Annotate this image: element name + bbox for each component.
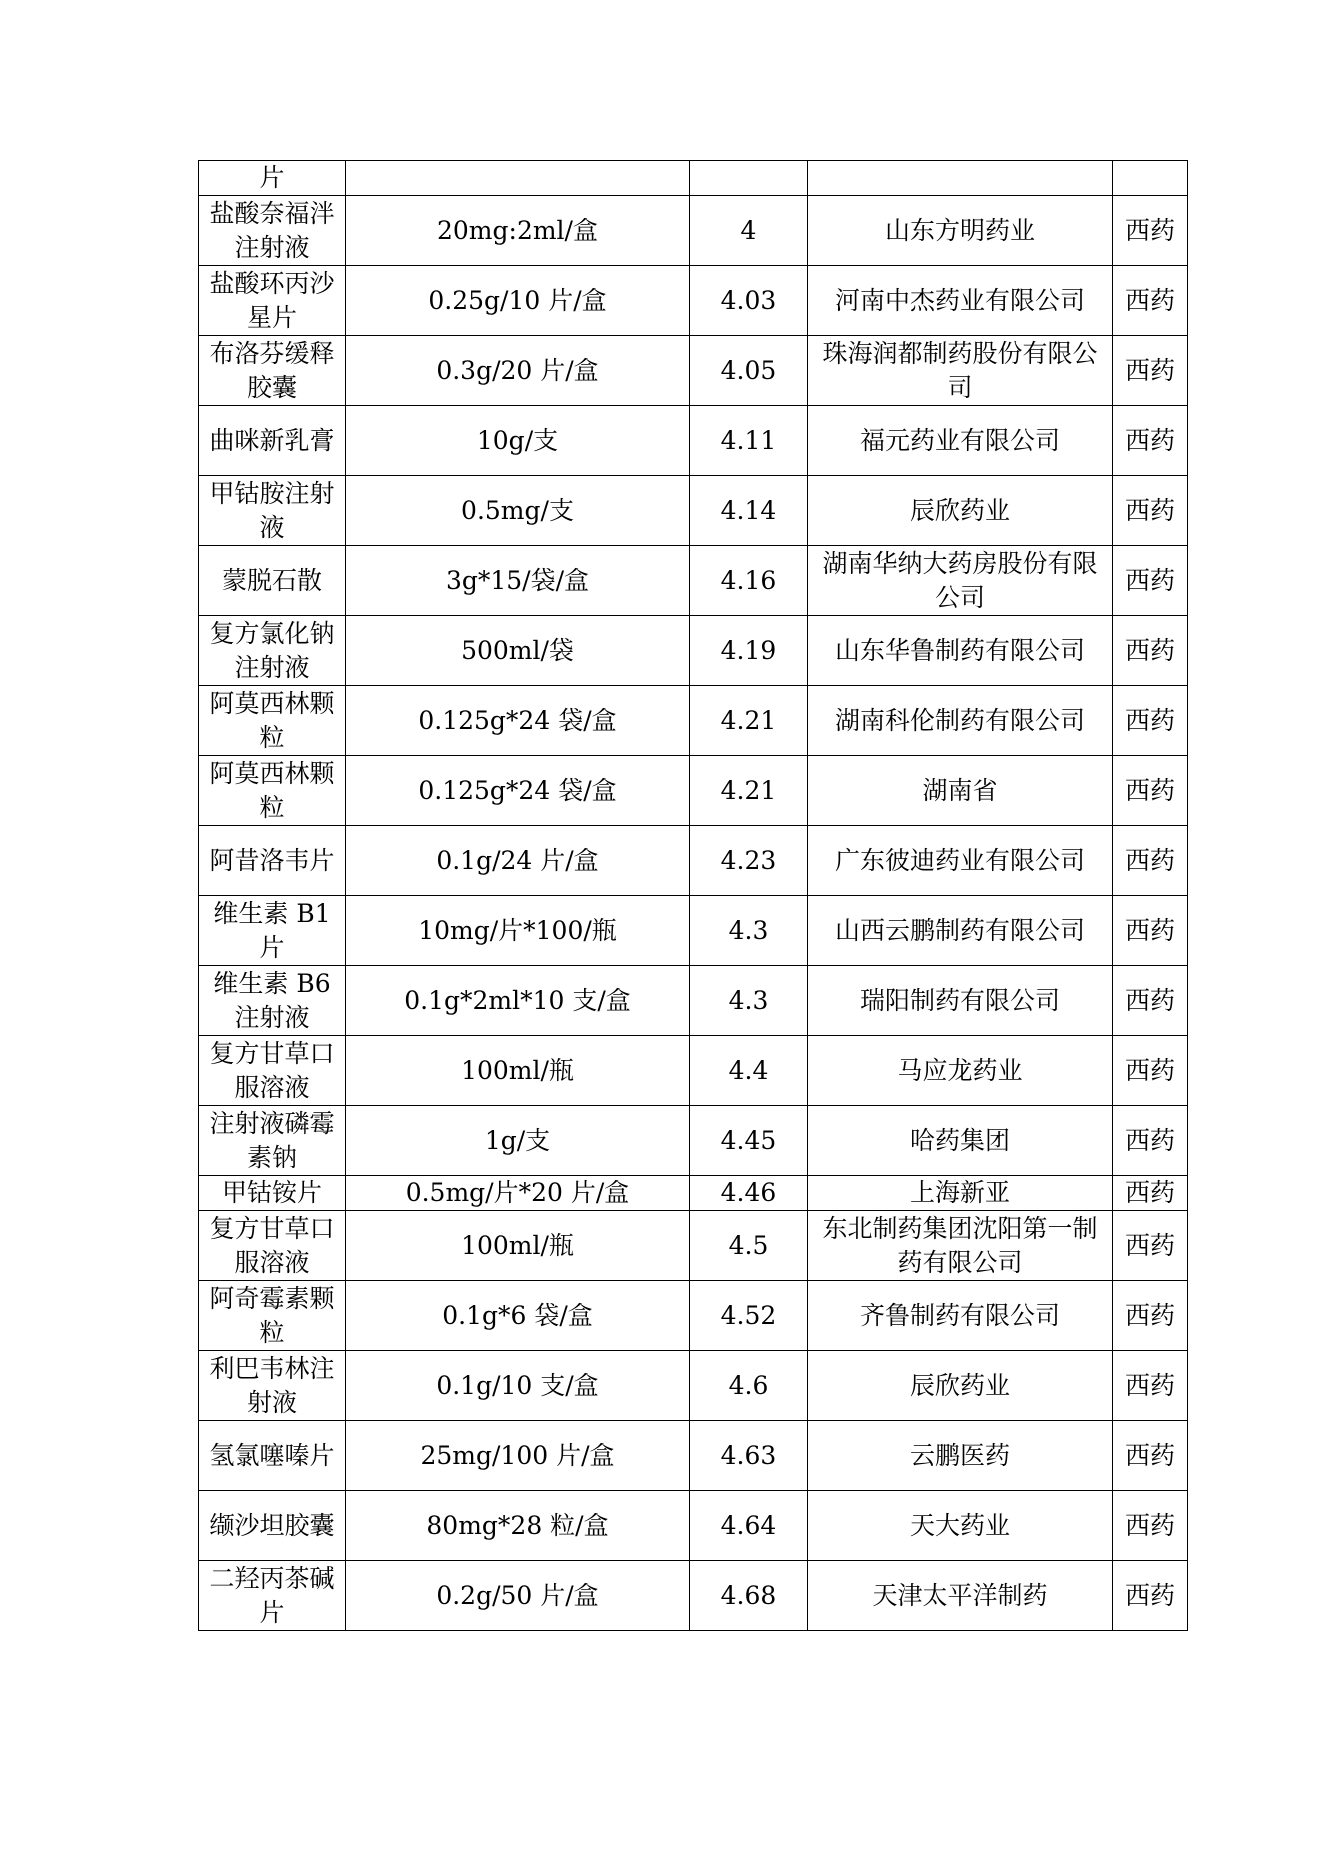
drug-name-cell: 曲咪新乳膏 (199, 406, 346, 476)
category-cell: 西药 (1113, 266, 1188, 336)
manufacturer-cell: 河南中杰药业有限公司 (808, 266, 1113, 336)
spec-cell (346, 161, 690, 196)
category-cell (1113, 161, 1188, 196)
table-row (199, 756, 1188, 826)
price-cell: 4.52 (690, 1281, 808, 1351)
table-row (199, 1421, 1188, 1491)
price-cell: 4.16 (690, 546, 808, 616)
table-row (199, 1281, 1188, 1351)
manufacturer-cell (808, 161, 1113, 196)
drug-name-cell: 甲钴胺注射液 (199, 476, 346, 546)
category-cell: 西药 (1113, 616, 1188, 686)
table-row (199, 826, 1188, 896)
drug-name-cell: 二羟丙茶碱片 (199, 1561, 346, 1631)
manufacturer-cell: 山东华鲁制药有限公司 (808, 616, 1113, 686)
spec-cell: 0.125g*24 袋/盒 (346, 686, 690, 756)
spec-cell: 0.25g/10 片/盒 (346, 266, 690, 336)
category-cell: 西药 (1113, 406, 1188, 476)
manufacturer-cell: 珠海润都制药股份有限公司 (808, 336, 1113, 406)
spec-cell: 10g/支 (346, 406, 690, 476)
category-cell: 西药 (1113, 196, 1188, 266)
price-cell: 4.23 (690, 826, 808, 896)
category-cell: 西药 (1113, 896, 1188, 966)
spec-cell: 10mg/片*100/瓶 (346, 896, 690, 966)
category-cell: 西药 (1113, 1421, 1188, 1491)
drug-name-cell: 盐酸环丙沙星片 (199, 266, 346, 336)
price-cell: 4.64 (690, 1491, 808, 1561)
category-cell: 西药 (1113, 336, 1188, 406)
category-cell: 西药 (1113, 1106, 1188, 1176)
manufacturer-cell: 天津太平洋制药 (808, 1561, 1113, 1631)
drug-name-cell: 氢氯噻嗪片 (199, 1421, 346, 1491)
table-row (199, 1561, 1188, 1631)
manufacturer-cell: 山西云鹏制药有限公司 (808, 896, 1113, 966)
price-cell: 4.5 (690, 1211, 808, 1281)
table-row (199, 476, 1188, 546)
table-row (199, 896, 1188, 966)
category-cell: 西药 (1113, 1491, 1188, 1561)
category-cell: 西药 (1113, 1176, 1188, 1211)
table-row (199, 966, 1188, 1036)
spec-cell: 100ml/瓶 (346, 1036, 690, 1106)
price-cell: 4.21 (690, 756, 808, 826)
spec-cell: 0.1g/10 支/盒 (346, 1351, 690, 1421)
drug-name-cell: 维生素 B6 注射液 (199, 966, 346, 1036)
price-cell: 4.63 (690, 1421, 808, 1491)
category-cell: 西药 (1113, 966, 1188, 1036)
price-cell: 4.03 (690, 266, 808, 336)
drug-name-cell: 阿莫西林颗粒 (199, 686, 346, 756)
price-cell: 4.11 (690, 406, 808, 476)
price-cell: 4.14 (690, 476, 808, 546)
manufacturer-cell: 哈药集团 (808, 1106, 1113, 1176)
table-row (199, 1036, 1188, 1106)
spec-cell: 0.125g*24 袋/盒 (346, 756, 690, 826)
spec-cell: 0.3g/20 片/盒 (346, 336, 690, 406)
manufacturer-cell: 湖南科伦制药有限公司 (808, 686, 1113, 756)
table-row (199, 1351, 1188, 1421)
category-cell: 西药 (1113, 686, 1188, 756)
table-row (199, 1106, 1188, 1176)
spec-cell: 3g*15/袋/盒 (346, 546, 690, 616)
price-cell (690, 161, 808, 196)
drug-name-cell: 缬沙坦胶囊 (199, 1491, 346, 1561)
spec-cell: 0.1g*6 袋/盒 (346, 1281, 690, 1351)
drug-name-cell: 复方甘草口服溶液 (199, 1211, 346, 1281)
drug-name-cell: 阿奇霉素颗粒 (199, 1281, 346, 1351)
manufacturer-cell: 齐鲁制药有限公司 (808, 1281, 1113, 1351)
spec-cell: 1g/支 (346, 1106, 690, 1176)
category-cell: 西药 (1113, 546, 1188, 616)
manufacturer-cell: 山东方明药业 (808, 196, 1113, 266)
price-cell: 4.21 (690, 686, 808, 756)
drug-name-cell: 复方甘草口服溶液 (199, 1036, 346, 1106)
spec-cell: 0.5mg/片*20 片/盒 (346, 1176, 690, 1211)
table-row (199, 336, 1188, 406)
price-cell: 4.45 (690, 1106, 808, 1176)
manufacturer-cell: 瑞阳制药有限公司 (808, 966, 1113, 1036)
price-cell: 4.3 (690, 896, 808, 966)
drug-name-cell: 阿昔洛韦片 (199, 826, 346, 896)
price-cell: 4.6 (690, 1351, 808, 1421)
drug-name-cell: 甲钴铵片 (199, 1176, 346, 1211)
manufacturer-cell: 天大药业 (808, 1491, 1113, 1561)
category-cell: 西药 (1113, 756, 1188, 826)
category-cell: 西药 (1113, 476, 1188, 546)
drug-name-cell: 利巴韦林注射液 (199, 1351, 346, 1421)
price-cell: 4 (690, 196, 808, 266)
price-cell: 4.4 (690, 1036, 808, 1106)
price-cell: 4.05 (690, 336, 808, 406)
drug-name-cell: 维生素 B1 片 (199, 896, 346, 966)
table-row (199, 1176, 1188, 1211)
table-row (199, 161, 1188, 196)
category-cell: 西药 (1113, 1561, 1188, 1631)
price-cell: 4.46 (690, 1176, 808, 1211)
manufacturer-cell: 福元药业有限公司 (808, 406, 1113, 476)
table-row (199, 1211, 1188, 1281)
category-cell: 西药 (1113, 1281, 1188, 1351)
table-row (199, 546, 1188, 616)
spec-cell: 500ml/袋 (346, 616, 690, 686)
manufacturer-cell: 湖南华纳大药房股份有限公司 (808, 546, 1113, 616)
drug-name-cell: 注射液磷霉素钠 (199, 1106, 346, 1176)
table-row (199, 1491, 1188, 1561)
spec-cell: 0.2g/50 片/盒 (346, 1561, 690, 1631)
drug-name-cell: 盐酸奈福泮注射液 (199, 196, 346, 266)
drug-name-cell: 阿莫西林颗粒 (199, 756, 346, 826)
category-cell: 西药 (1113, 826, 1188, 896)
manufacturer-cell: 广东彼迪药业有限公司 (808, 826, 1113, 896)
spec-cell: 25mg/100 片/盒 (346, 1421, 690, 1491)
manufacturer-cell: 东北制药集团沈阳第一制药有限公司 (808, 1211, 1113, 1281)
drug-name-cell: 蒙脱石散 (199, 546, 346, 616)
spec-cell: 0.1g*2ml*10 支/盒 (346, 966, 690, 1036)
spec-cell: 100ml/瓶 (346, 1211, 690, 1281)
price-cell: 4.3 (690, 966, 808, 1036)
manufacturer-cell: 云鹏医药 (808, 1421, 1113, 1491)
spec-cell: 0.1g/24 片/盒 (346, 826, 690, 896)
price-cell: 4.68 (690, 1561, 808, 1631)
spec-cell: 20mg:2ml/盒 (346, 196, 690, 266)
drug-price-table (198, 160, 1188, 1631)
spec-cell: 80mg*28 粒/盒 (346, 1491, 690, 1561)
table-row (199, 266, 1188, 336)
drug-name-cell: 布洛芬缓释胶囊 (199, 336, 346, 406)
manufacturer-cell: 马应龙药业 (808, 1036, 1113, 1106)
table-row (199, 616, 1188, 686)
drug-name-cell: 片 (199, 161, 346, 196)
table-row (199, 196, 1188, 266)
manufacturer-cell: 上海新亚 (808, 1176, 1113, 1211)
spec-cell: 0.5mg/支 (346, 476, 690, 546)
category-cell: 西药 (1113, 1211, 1188, 1281)
manufacturer-cell: 辰欣药业 (808, 476, 1113, 546)
table-row (199, 686, 1188, 756)
manufacturer-cell: 湖南省 (808, 756, 1113, 826)
table-row (199, 406, 1188, 476)
manufacturer-cell: 辰欣药业 (808, 1351, 1113, 1421)
price-cell: 4.19 (690, 616, 808, 686)
drug-name-cell: 复方氯化钠注射液 (199, 616, 346, 686)
category-cell: 西药 (1113, 1036, 1188, 1106)
category-cell: 西药 (1113, 1351, 1188, 1421)
